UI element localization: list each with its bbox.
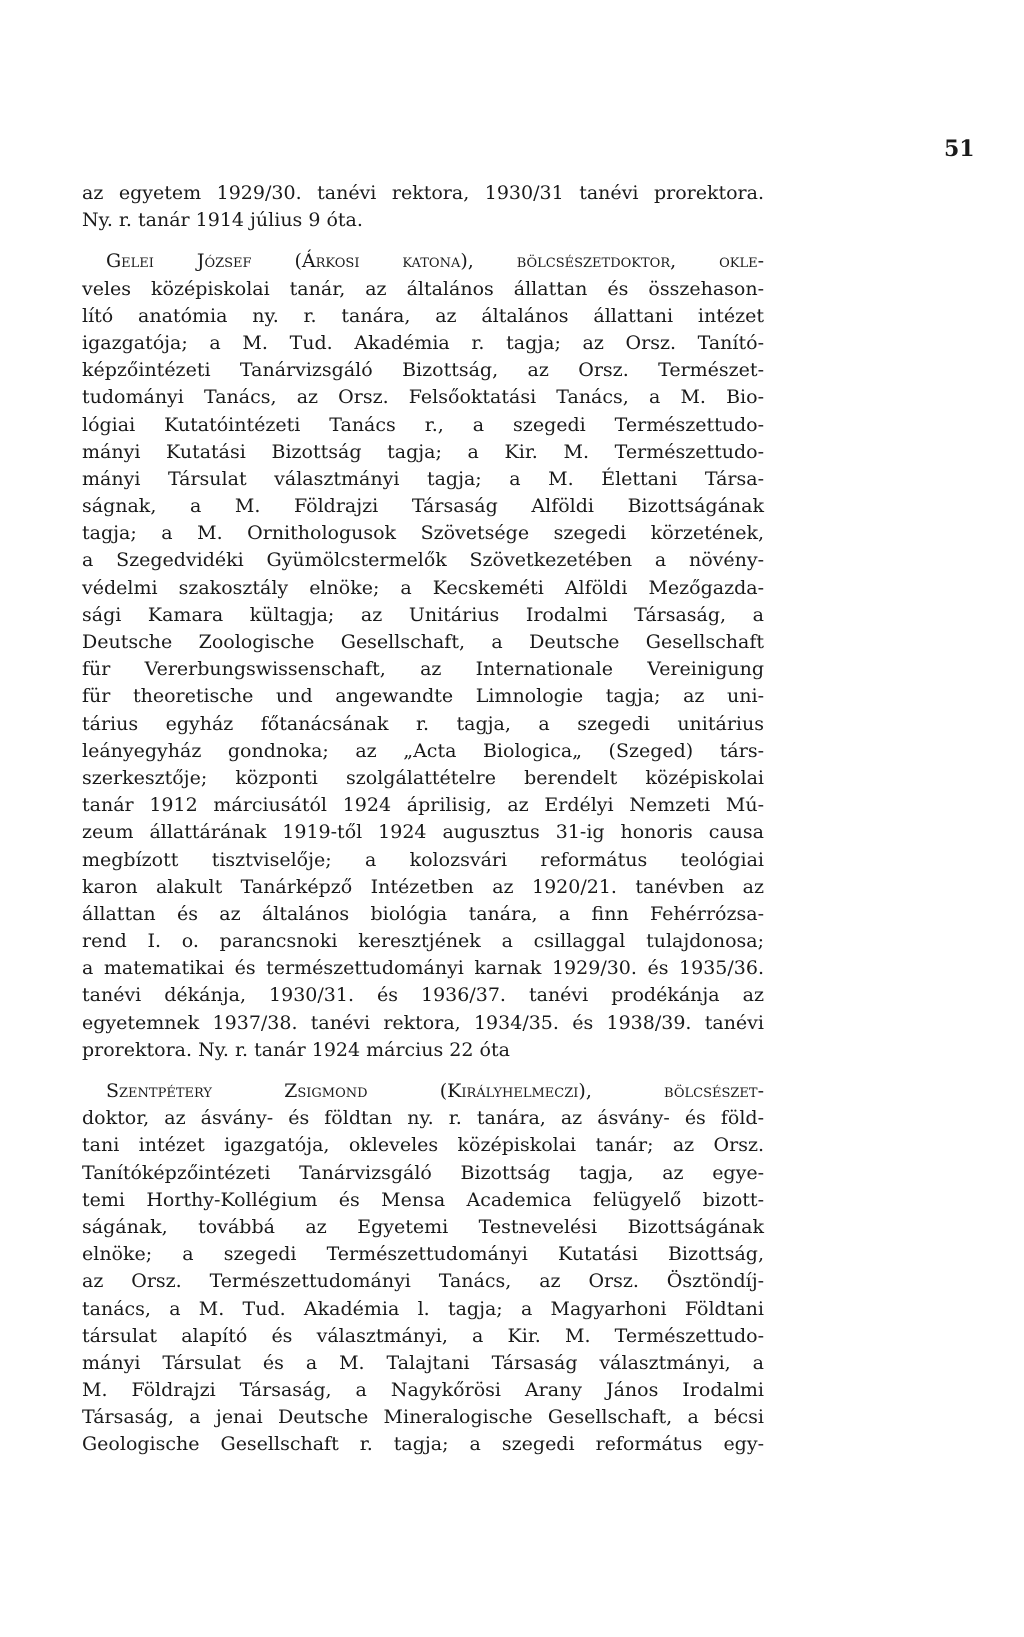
- text-line: védelmi szakosztály elnöke; a Kecskeméti Alföldi Mezőgazda-: [82, 576, 764, 599]
- text-line: szerkesztője; központi szolgálattételre berendelt középiskolai: [82, 766, 764, 789]
- text-line: tudományi Tanács, az Orsz. Felsőoktatási Tanács, a M. Bio-: [82, 386, 764, 409]
- page-body: [82, 180, 764, 1459]
- text-line: ságának, továbbá az Egyetemi Testnevelési Bizottságának: [82, 1215, 764, 1238]
- text-line: tanács, a M. Tud. Akadémia l. tagja; a Magyarhoni Földtani: [82, 1297, 764, 1320]
- text-line: lító anatómia ny. r. tanára, az általános állattani intézet: [82, 304, 764, 327]
- paragraph-gap: [82, 1064, 764, 1078]
- text-line: Ny. r. tanár 1914 július 9 óta.: [82, 209, 363, 232]
- text-line: lógiai Kutatóintézeti Tanács r., a szegedi Természettudo-: [82, 413, 764, 436]
- text-line: temi Horthy-Kollégium és Mensa Academica felügyelő bizott-: [82, 1188, 764, 1211]
- text-line: Gelei József (Árkosi katona), bölcsészetdoktor, okle-: [106, 250, 764, 273]
- text-line: leányegyház gondnoka; az „Acta Biologica„ (Szeged) társ-: [82, 739, 764, 762]
- paragraph-gap: [82, 234, 764, 248]
- text-line: prorektora. Ny. r. tanár 1924 március 22 óta: [82, 1038, 510, 1061]
- text-line: M. Földrajzi Társaság, a Nagykőrösi Arany János Irodalmi: [82, 1379, 764, 1402]
- text-line: doktor, az ásvány- és földtan ny. r. tanára, az ásvány- és föld-: [82, 1107, 764, 1130]
- text-line: karon alakult Tanárképző Intézetben az 1920/21. tanévben az: [82, 875, 764, 898]
- text-line: mányi Társulat választmányi tagja; a M. Élettani Társa-: [82, 467, 764, 490]
- text-line: rend I. o. parancsnoki keresztjének a csillaggal tulajdonosa;: [82, 930, 764, 953]
- text-line: az Orsz. Természettudományi Tanács, az Orsz. Ösztöndíj-: [82, 1270, 764, 1293]
- page-number: 51: [944, 136, 975, 162]
- text-line: tanár 1912 márciusától 1924 áprilisig, az Erdélyi Nemzeti Mú-: [82, 794, 764, 817]
- text-line: tagja; a M. Ornithologusok Szövetsége szegedi körzetének,: [82, 522, 764, 545]
- text-line: igazgatója; a M. Tud. Akadémia r. tagja; az Orsz. Tanító-: [82, 331, 764, 354]
- text-line: Tanítóképzőintézeti Tanárvizsgáló Bizottság tagja, az egye-: [82, 1161, 764, 1184]
- text-line: társulat alapító és választmányi, a Kir. M. Természettudo-: [82, 1324, 764, 1347]
- text-line: Geologische Gesellschaft r. tagja; a szegedi református egy-: [82, 1433, 764, 1456]
- paragraph-rektor-continuation: [82, 180, 764, 234]
- text-line: állattan és az általános biológia tanára, a finn Fehérrózsa-: [82, 902, 764, 925]
- text-line: für theoretische und angewandte Limnologie tagja; az uni-: [82, 685, 764, 708]
- text-line: Szentpétery Zsigmond (Királyhelmeczi), bölcsészet-: [106, 1080, 764, 1102]
- text-line: tanévi dékánja, 1930/31. és 1936/37. tanévi prodékánja az: [82, 984, 764, 1007]
- text-line: mányi Társulat és a M. Talajtani Társaság választmányi, a: [82, 1351, 764, 1374]
- text-line: zeum állattárának 1919-től 1924 augusztus 31-ig honoris causa: [82, 821, 764, 844]
- text-line: Deutsche Zoologische Gesellschaft, a Deutsche Gesellschaft: [82, 631, 764, 653]
- text-line: képzőintézeti Tanárvizsgáló Bizottság, az Orsz. Természet-: [82, 359, 764, 382]
- text-line: egyetemnek 1937/38. tanévi rektora, 1934/35. és 1938/39. tanévi: [82, 1011, 764, 1034]
- text-line: sági Kamara kültagja; az Unitárius Irodalmi Társaság, a: [82, 603, 764, 626]
- paragraph-gelei-jozsef: [82, 248, 764, 1064]
- text-line: a Szegedvidéki Gyümölcstermelők Szövetkezetében a növény-: [82, 549, 764, 572]
- text-line: veles középiskolai tanár, az általános állattan és összehason-: [82, 277, 764, 300]
- text-line: elnöke; a szegedi Természettudományi Kutatási Bizottság,: [82, 1243, 764, 1266]
- text-line: megbízott tisztviselője; a kolozsvári református teológiai: [82, 848, 764, 871]
- text-line: tani intézet igazgatója, okleveles középiskolai tanár; az Orsz.: [82, 1134, 764, 1157]
- text-line: Társaság, a jenai Deutsche Mineralogische Gesellschaft, a bécsi: [82, 1406, 764, 1429]
- text-line: az egyetem 1929/30. tanévi rektora, 1930/31 tanévi prorektora.: [82, 182, 764, 204]
- paragraph-szentpetery-zsigmond: [82, 1078, 764, 1459]
- text-line: tárius egyház főtanácsának r. tagja, a szegedi unitárius: [82, 712, 764, 735]
- text-line: mányi Kutatási Bizottság tagja; a Kir. M. Természettudo-: [82, 440, 764, 463]
- text-line: a matematikai és természettudományi karnak 1929/30. és 1935/36.: [82, 957, 764, 980]
- text-line: ságnak, a M. Földrajzi Társaság Alföldi Bizottságának: [82, 495, 764, 518]
- text-line: für Vererbungswissenschaft, az Internationale Vereinigung: [82, 658, 764, 681]
